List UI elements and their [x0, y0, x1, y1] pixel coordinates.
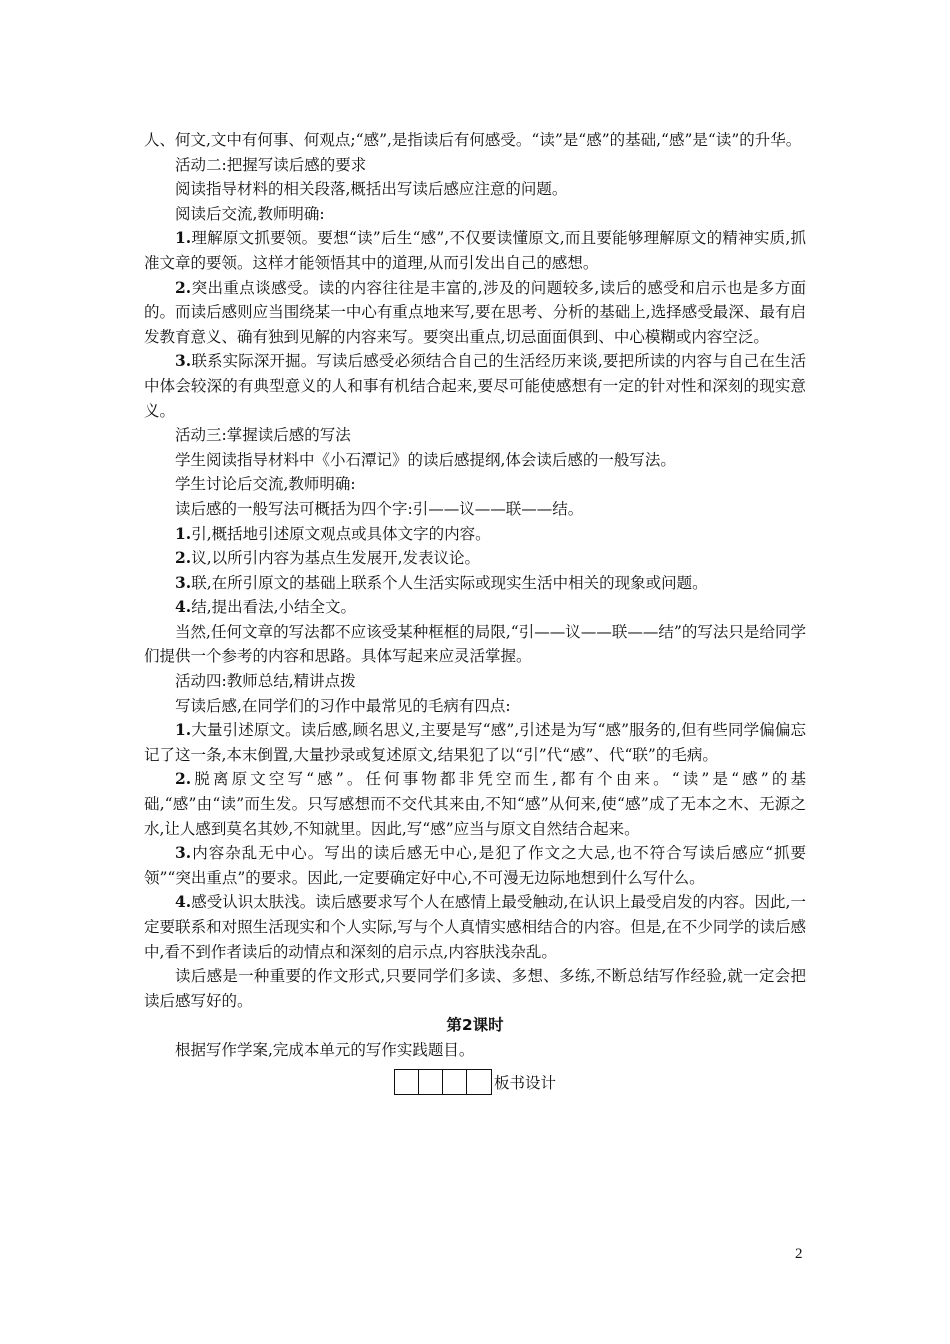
paragraph-text: 脱离原文空写“感”。任何事物都非凭空而生,都有个由来。“读”是“感”的基础,“感”由“读”而生发。只写感想而不交代其来由,不知“感”从何来,使“感”成了无本之木、无源之水,让人感到莫名其妙,不知就里。因此,写“感”应当与原文自然结合起来。	[144, 770, 806, 838]
paragraph-text: 学生讨论后交流,教师明确:	[175, 475, 356, 494]
paragraph	[144, 890, 806, 964]
board-box	[395, 1070, 419, 1094]
paragraph	[144, 718, 806, 767]
list-number: 2.	[175, 548, 192, 568]
board-design-label: 板书设计	[493, 1073, 556, 1092]
paragraph	[144, 497, 806, 522]
lesson-heading: 第2课时	[446, 1016, 504, 1035]
paragraph	[144, 694, 806, 719]
paragraph	[144, 128, 806, 153]
list-number: 2.	[175, 277, 192, 297]
paragraph	[144, 349, 806, 423]
paragraph-text: 结,提出看法,小结全文。	[191, 598, 357, 617]
page-number: 2	[795, 1246, 803, 1262]
paragraph-text: 写读后感,在同学们的习作中最常见的毛病有四点:	[175, 696, 511, 715]
paragraph-text: 读后感的一般写法可概括为四个字:引——议——联——结。	[175, 499, 584, 518]
paragraph-text: 大量引述原文。读后感,顾名思义,主要是写“感”,引述是为写“感”服务的,但有些同学偏偏忘记了这一条,本末倒置,大量抄录或复述原文,结果犯了以“引”代“感”、代“联”的毛病。	[144, 721, 806, 764]
paragraph-text: 联系实际深开掘。写读后感受必须结合自己的生活经历来谈,要把所读的内容与自己在生活中体会较深的有典型意义的人和事有机结合起来,要尽可能使感想有一定的针对性和深刻的现实意义。	[144, 352, 806, 420]
paragraph	[144, 522, 806, 547]
board-box	[443, 1070, 467, 1094]
board-box	[419, 1070, 443, 1094]
document-page	[144, 128, 806, 1095]
paragraph	[144, 423, 806, 448]
paragraph-text: 突出重点谈感受。读的内容往往是丰富的,涉及的问题较多,读后的感受和启示也是多方面的。而读后感则应当围绕某一中心有重点地来写,要在思考、分析的基础上,选择感受最深、最有启发教育意义、确有独到见解的内容来写。要突出重点,切忌面面俱到、中心模糊或内容空泛。	[144, 278, 806, 346]
paragraph	[144, 202, 806, 227]
paragraph	[144, 177, 806, 202]
list-number: 3.	[175, 843, 192, 863]
paragraph	[144, 964, 806, 1013]
paragraph	[144, 276, 806, 350]
paragraph-text: 议,以所引内容为基点生发展开,发表议论。	[191, 549, 481, 568]
paragraph-text: 理解原文抓要领。要想“读”后生“感”,不仅要读懂原文,而且要能够理解原文的精神实质,抓准文章的要领。这样才能领悟其中的道理,从而引发出自己的感想。	[144, 229, 806, 272]
paragraph	[144, 595, 806, 620]
list-number: 4.	[175, 892, 192, 912]
paragraph-text: 活动四:教师总结,精讲点拨	[175, 672, 356, 691]
list-number: 4.	[175, 597, 192, 617]
paragraph	[144, 767, 806, 841]
lesson-instruction: 根据写作学案,完成本单元的写作实践题目。	[175, 1040, 475, 1059]
paragraph-text: 阅读指导材料的相关段落,概括出写读后感应注意的问题。	[175, 180, 568, 199]
paragraph-text: 引,概括地引述原文观点或具体文字的内容。	[191, 524, 491, 543]
paragraph	[144, 448, 806, 473]
paragraph-text: 活动二:把握写读后感的要求	[175, 155, 367, 174]
paragraph	[144, 153, 806, 178]
paragraph	[144, 571, 806, 596]
paragraph-text: 活动三:掌握读后感的写法	[175, 426, 351, 445]
body-text	[144, 128, 806, 1013]
board-box	[467, 1070, 491, 1094]
list-number: 1.	[175, 523, 192, 543]
paragraph	[144, 546, 806, 571]
paragraph-text: 联,在所引原文的基础上联系个人生活实际或现实生活中相关的现象或问题。	[191, 573, 708, 592]
paragraph-text: 内容杂乱无中心。写出的读后感无中心,是犯了作文之大忌,也不符合写读后感应“抓要领”“突出重点”的要求。因此,一定要确定好中心,不可漫无边际地想到什么写什么。	[144, 844, 806, 887]
list-number: 1.	[175, 228, 192, 248]
paragraph-text: 阅读后交流,教师明确:	[175, 204, 325, 223]
paragraph	[144, 669, 806, 694]
paragraph-text: 感受认识太肤浅。读后感要求写个人在感情上最受触动,在认识上最受启发的内容。因此,一定要联系和对照生活现实和个人实际,写与个人真情实感相结合的内容。但是,在不少同学的读后感中,看不到作者读后的动情点和深刻的启示点,内容肤浅杂乱。	[144, 893, 806, 961]
board-design	[144, 1065, 806, 1095]
paragraph-text: 当然,任何文章的写法都不应该受某种框框的局限,“引——议——联——结”的写法只是给同学们提供一个参考的内容和思路。具体写起来应灵活掌握。	[144, 622, 806, 666]
paragraph	[144, 226, 806, 275]
board-boxes	[394, 1069, 492, 1095]
paragraph-text: 人、何文,文中有何事、何观点;“感”,是指读后有何感受。“读”是“感”的基础,“感”是“读”的升华。	[144, 131, 802, 149]
list-number: 2.	[175, 769, 192, 789]
paragraph	[144, 841, 806, 890]
paragraph	[144, 620, 806, 669]
paragraph-text: 读后感是一种重要的作文形式,只要同学们多读、多想、多练,不断总结写作经验,就一定会把读后感写好的。	[144, 967, 806, 1010]
paragraph-text: 学生阅读指导材料中《小石潭记》的读后感提纲,体会读后感的一般写法。	[175, 450, 676, 469]
list-number: 1.	[175, 720, 192, 740]
list-number: 3.	[175, 351, 192, 371]
paragraph	[144, 472, 806, 497]
list-number: 3.	[175, 572, 192, 592]
